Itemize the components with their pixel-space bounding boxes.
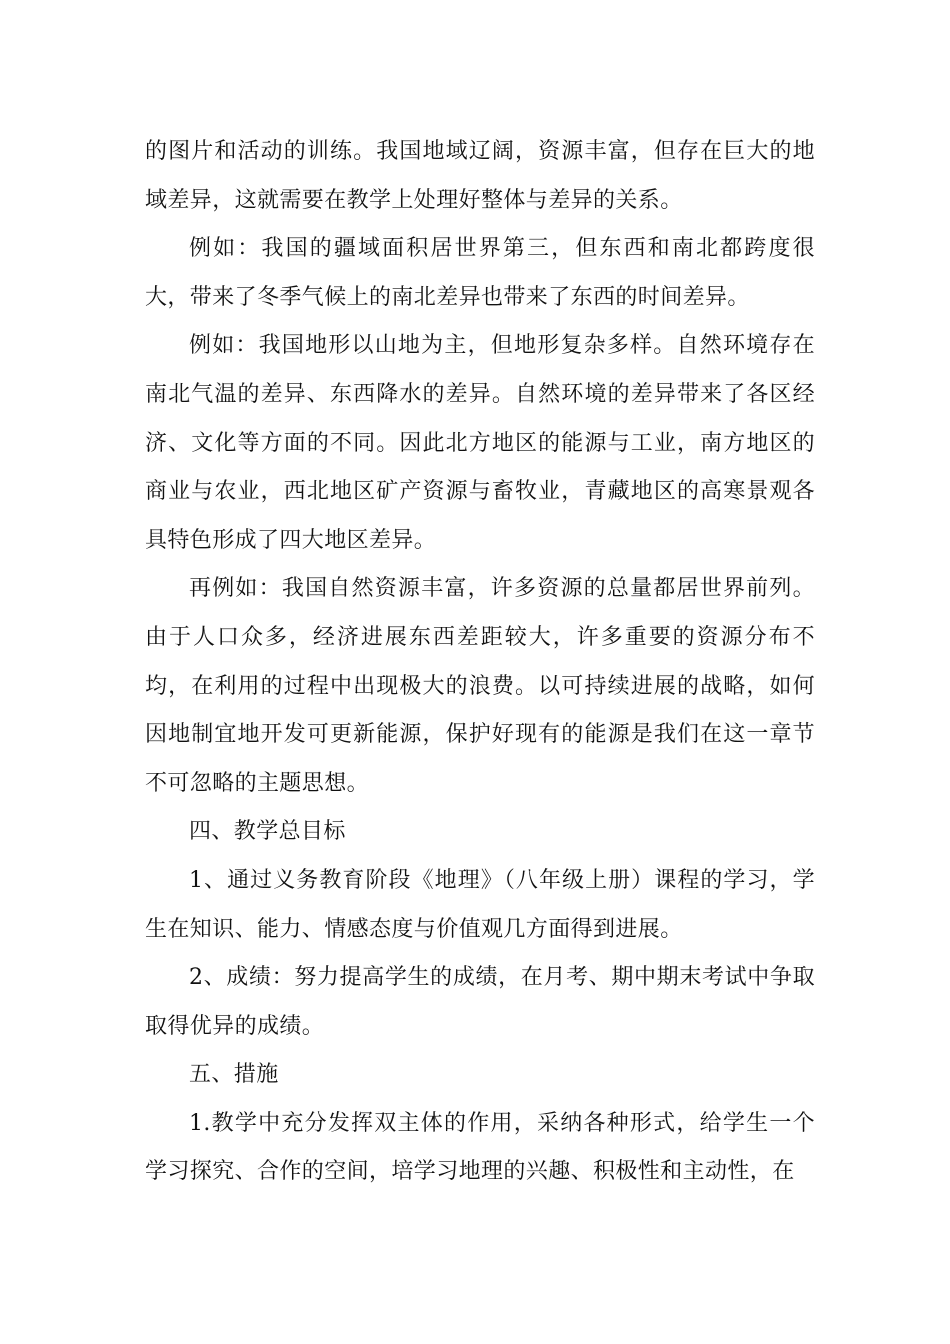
paragraph-example-terrain: 例如：我国地形以山地为主，但地形复杂多样。自然环境存在南北气温的差异、东西降水的差异。自然环境的差异带来了各区经济、文化等方面的不同。因此北方地区的能源与工业，南方地区的商业与农业，西北地区矿产资源与畜牧业，青藏地区的高寒景观各具特色形成了四大地区差异。 bbox=[145, 333, 815, 553]
document-body bbox=[145, 128, 815, 1197]
paragraph-continuation: 的图片和活动的训练。我国地域辽阔，资源丰富，但存在巨大的地域差异，这就需要在教学上处理好整体与差异的关系。 bbox=[145, 139, 815, 213]
section-heading-teaching-goals: 四、教学总目标 bbox=[189, 819, 346, 845]
goal-item-2: 2、成绩：努力提高学生的成绩，在月考、期中期末考试中争取取得优异的成绩。 bbox=[145, 965, 815, 1039]
paragraph-example-resources: 再例如：我国自然资源丰富，许多资源的总量都居世界前列。由于人口众多，经济进展东西差距较大，许多重要的资源分布不均，在利用的过程中出现极大的浪费。以可持续进展的战略，如何因地制宜地开发可更新能源，保护好现有的能源是我们在这一章节不可忽略的主题思想。 bbox=[145, 576, 815, 796]
measure-item-1: 1.教学中充分发挥双主体的作用，采纳各种形式，给学生一个学习探究、合作的空间，培学习地理的兴趣、积极性和主动性，在 bbox=[145, 1110, 815, 1185]
paragraph-example-territory: 例如：我国的疆域面积居世界第三，但东西和南北都跨度很大，带来了冬季气候上的南北差异也带来了东西的时间差异。 bbox=[145, 236, 815, 310]
section-heading-measures: 五、措施 bbox=[189, 1062, 279, 1088]
goal-item-1: 1、通过义务教育阶段《地理》（八年级上册）课程的学习，学生在知识、能力、情感态度与价值观几方面得到进展。 bbox=[145, 867, 815, 942]
